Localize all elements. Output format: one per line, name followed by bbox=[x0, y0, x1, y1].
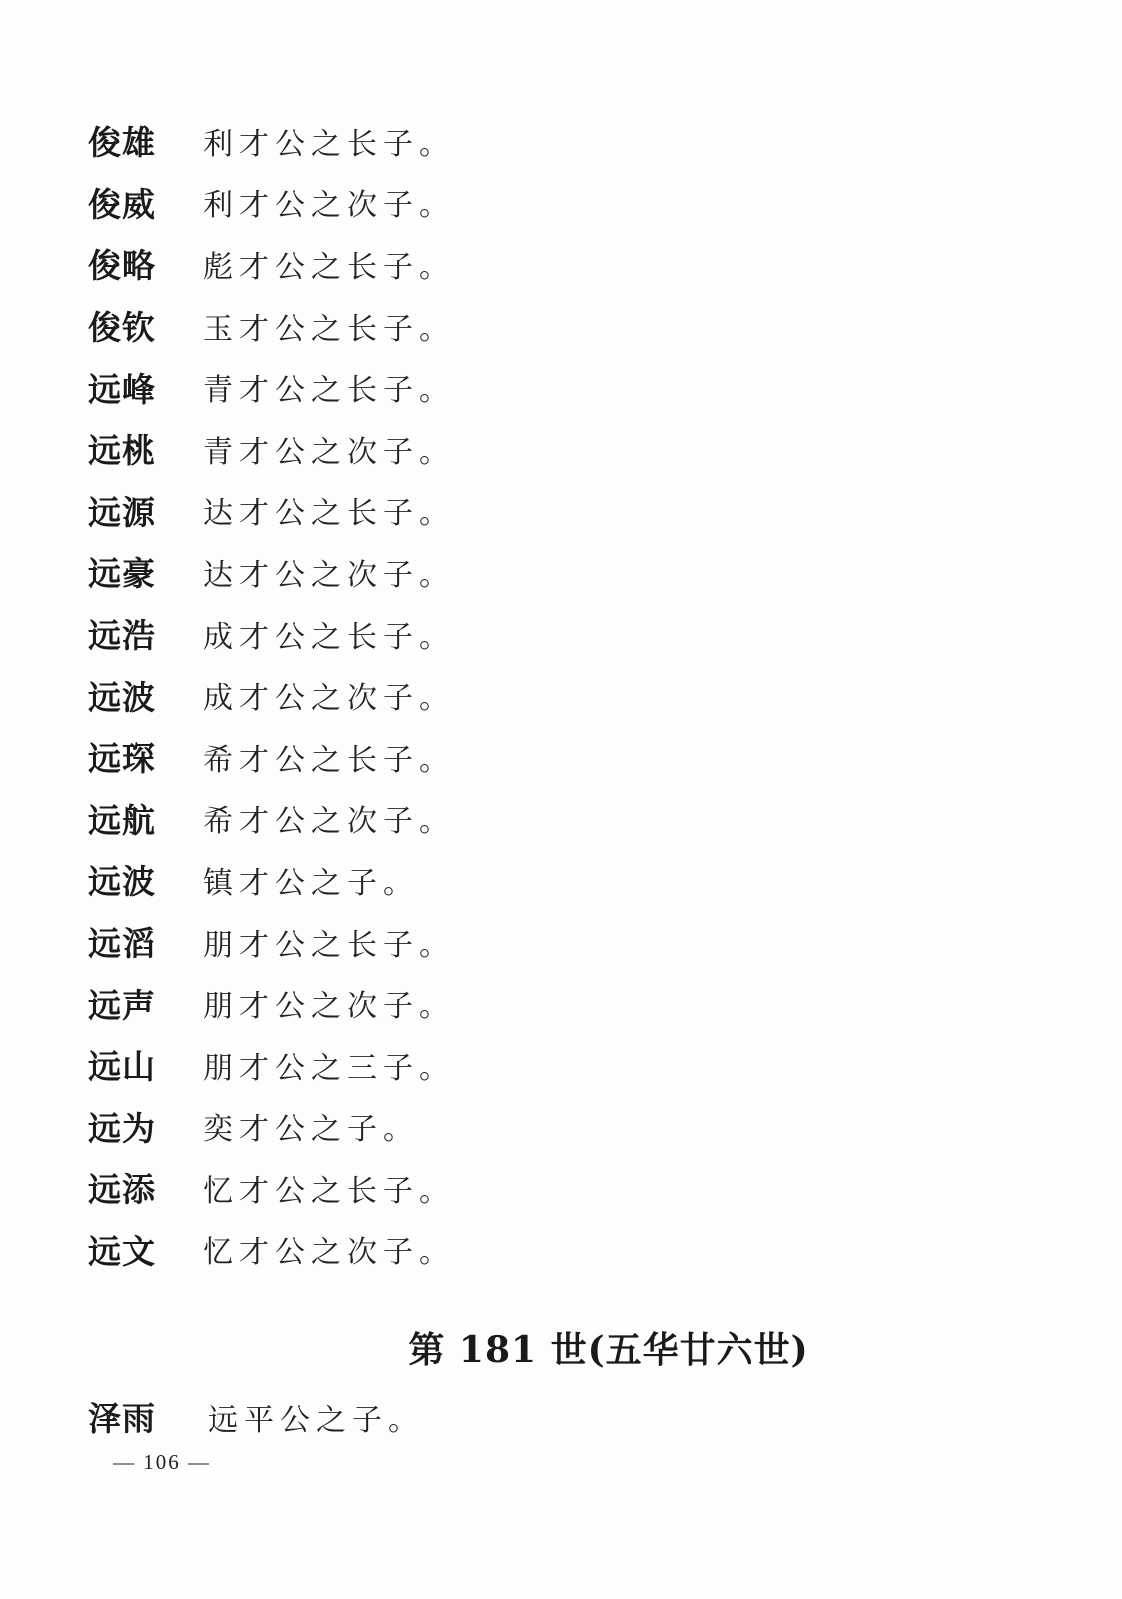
page-number: — 106 — bbox=[113, 1450, 211, 1474]
entry-name: 远豪 bbox=[88, 554, 156, 594]
genealogy-entry bbox=[88, 233, 988, 295]
entry-description: 忆才公之次子。 bbox=[203, 1235, 455, 1271]
genealogy-entry bbox=[88, 603, 988, 665]
section-entry-list bbox=[88, 1386, 424, 1448]
generation-section-heading: 第 181 世(五华廿六世) bbox=[408, 1329, 809, 1371]
entry-name: 远为 bbox=[88, 1108, 156, 1148]
genealogy-entry bbox=[88, 849, 988, 911]
entry-description: 希才公之次子。 bbox=[203, 804, 455, 840]
entry-name: 远浩 bbox=[88, 616, 156, 656]
entry-description: 远平公之子。 bbox=[208, 1402, 424, 1438]
entry-description: 成才公之次子。 bbox=[203, 681, 455, 717]
entry-description: 朋才公之次子。 bbox=[203, 989, 455, 1025]
entry-description: 忆才公之长子。 bbox=[203, 1173, 455, 1209]
entry-description: 希才公之长子。 bbox=[203, 742, 455, 778]
entry-description: 镇才公之子。 bbox=[203, 865, 419, 901]
genealogy-entry bbox=[88, 911, 988, 973]
entry-name: 远源 bbox=[88, 492, 156, 532]
genealogy-entry bbox=[88, 356, 988, 418]
entry-name: 远山 bbox=[88, 1047, 156, 1087]
genealogy-entry bbox=[88, 480, 988, 542]
entry-name: 远声 bbox=[88, 985, 156, 1025]
genealogy-entry bbox=[88, 1386, 424, 1448]
genealogy-entry-list bbox=[88, 110, 988, 1280]
entry-name: 远航 bbox=[88, 800, 156, 840]
genealogy-entry bbox=[88, 664, 988, 726]
entry-description: 利才公之次子。 bbox=[203, 188, 455, 224]
entry-description: 朋才公之长子。 bbox=[203, 927, 455, 963]
entry-description: 玉才公之长子。 bbox=[203, 311, 455, 347]
entry-name: 远波 bbox=[88, 862, 156, 902]
genealogy-entry bbox=[88, 110, 988, 172]
entry-description: 成才公之长子。 bbox=[203, 619, 455, 655]
entry-description: 奕才公之子。 bbox=[203, 1112, 419, 1148]
genealogy-entry bbox=[88, 1157, 988, 1219]
entry-description: 青才公之次子。 bbox=[203, 434, 455, 470]
entry-name: 泽雨 bbox=[88, 1399, 156, 1439]
entry-description: 达才公之次子。 bbox=[203, 557, 455, 593]
entry-name: 远峰 bbox=[88, 369, 156, 409]
genealogy-entry bbox=[88, 295, 988, 357]
genealogy-entry bbox=[88, 418, 988, 480]
genealogy-entry bbox=[88, 1096, 988, 1158]
genealogy-entry bbox=[88, 541, 988, 603]
genealogy-entry bbox=[88, 788, 988, 850]
entry-name: 远文 bbox=[88, 1231, 156, 1271]
entry-name: 远添 bbox=[88, 1170, 156, 1210]
entry-name: 俊略 bbox=[88, 246, 156, 286]
genealogy-entry bbox=[88, 726, 988, 788]
genealogy-entry bbox=[88, 972, 988, 1034]
genealogy-entry bbox=[88, 1219, 988, 1281]
entry-description: 朋才公之三子。 bbox=[203, 1050, 455, 1086]
entry-description: 彪才公之长子。 bbox=[203, 249, 455, 285]
entry-name: 远波 bbox=[88, 677, 156, 717]
entry-name: 远滔 bbox=[88, 924, 156, 964]
entry-name: 俊钦 bbox=[88, 308, 156, 348]
entry-description: 利才公之长子。 bbox=[203, 126, 455, 162]
entry-description: 达才公之长子。 bbox=[203, 496, 455, 532]
entry-name: 俊雄 bbox=[88, 123, 156, 163]
entry-description: 青才公之长子。 bbox=[203, 373, 455, 409]
entry-name: 远桃 bbox=[88, 431, 156, 471]
genealogy-entry bbox=[88, 1034, 988, 1096]
entry-name: 俊威 bbox=[88, 184, 156, 224]
entry-name: 远琛 bbox=[88, 739, 156, 779]
genealogy-entry bbox=[88, 172, 988, 234]
